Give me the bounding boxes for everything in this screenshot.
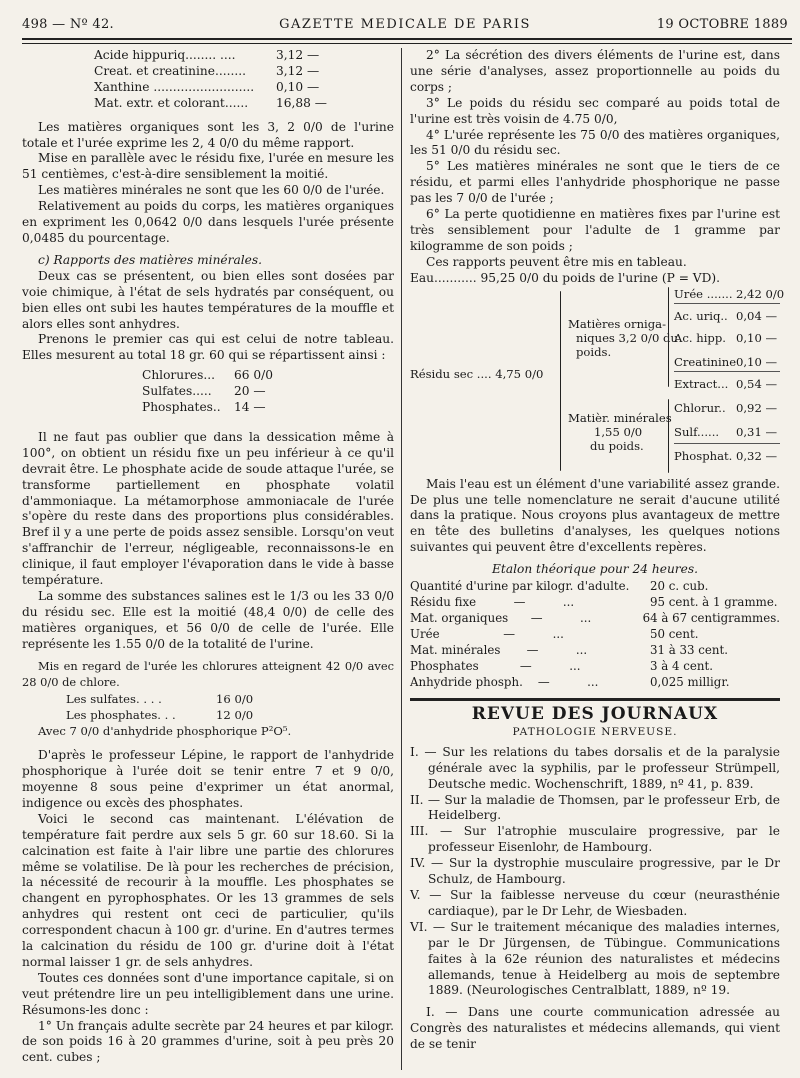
paragraph: Toutes ces données sont d'une importance capitale, si on veut prétendre lire un peu intelligiblement dans une urine. Résumons-les donc : [22, 970, 394, 1017]
table-row: Les sulfates. . . . 16 0/0 [66, 692, 254, 707]
residu-table [410, 286, 785, 477]
paragraph: D'après le professeur Lépine, le rapport de l'anhydride phosphorique à l'urée doit se tenir entre 7 et 9 0/0, moyenne 8 sous peine d'exprimer un état anormal, indigence ou excès des phosphates. [22, 748, 394, 810]
brace-min [668, 399, 669, 473]
table-row: Acide hippuriq........ .... 3,12 — [94, 48, 320, 62]
table-rule [674, 303, 780, 304]
minerals-table [142, 368, 394, 416]
section-title: REVUE DES JOURNAUX [410, 698, 780, 723]
list-item: VI. — Sur le traitement mécanique des maladies internes, par le Dr Jürgensen, de Tübingue. Communications faites à la 62e réunion des naturalistes et médecins allemands, tenue à Heidelberg au mois de septembre 1889. (Neurologisches Centralblatt, 1889, nº 19. [410, 919, 780, 998]
section-heading: c) Rapports des matières minérales. [38, 252, 262, 267]
list-item: III. — Sur l'atrophie musculaire progressive, par le professeur Eisenlohr, de Hambourg. [410, 824, 780, 855]
table-rule [674, 443, 780, 444]
org-item-label: Urée ....... [674, 286, 733, 301]
org-item-value: 0,10 — [736, 330, 778, 345]
column-divider [401, 48, 402, 1070]
org-label: niques 3,2 0/0 du [576, 330, 678, 345]
org-item-value: 0,54 — [736, 376, 778, 391]
min-item-label: Phosphat. [674, 448, 733, 463]
table-row: Phosphates.. 14 — [142, 400, 266, 415]
min-item-value: 0,92 — [736, 400, 778, 415]
sulfates-table [66, 692, 394, 724]
table-row: Chlorures... 66 0/0 [142, 368, 273, 383]
org-label: Matières orniga- [568, 316, 666, 331]
etalon-table [410, 578, 780, 690]
org-label: poids. [576, 344, 612, 359]
table-row: Mat. extr. et colorant...... 16,88 — [94, 95, 327, 110]
header-rule-thin [22, 43, 792, 44]
paragraph: 1° Un français adulte secrète par 24 heures et par kilogr. de son poids 16 à 20 grammes d'urine, soit à peu près 20 cent. cubes ; [22, 1018, 394, 1065]
paragraph: Mis en regard de l'urée les chlorures atteignent 42 0/0 avec 28 0/0 de chlore. [22, 658, 394, 689]
min-item-label: Sulf...... [674, 424, 720, 439]
table-row: Quantité d'urine par kilogr. d'adulte. 20 c. cub. [410, 579, 709, 594]
section-subtitle: PATHOLOGIE NERVEUSE. [512, 725, 678, 738]
paragraph: Mise en parallèle avec le résidu fixe, l'urée en mesure les 51 centièmes, c'est-à-dire sensiblement la moitié. [22, 151, 394, 182]
table-row: Mat. minérales — ... 31 à 33 cent. [410, 643, 728, 658]
org-item-value: 0,04 — [736, 308, 778, 323]
paragraph: I. — Dans une courte communication adressée au Congrès des naturalistes et médecins allemands, qui vient de se tenir [410, 1005, 780, 1052]
table-row: Xanthine .......................... 0,10 — [94, 79, 320, 94]
paragraph: Relativement au poids du corps, les matières organiques en expriment les 0,0642 0/0 dans lesquels l'urée présente 0,0485 du pourcentage. [22, 199, 394, 245]
paragraph: La somme des substances salines est le 1/3 ou les 33 0/0 du résidu sec. Elle est la moitié (48,4 0/0) de celle des matières organiques, et 56 0/0 de celle de l'urée. Elle représente les 1.55 0/0 de la totalité de l'urine. [22, 589, 394, 651]
min-label: 1,55 0/0 [594, 424, 643, 439]
paragraph: Ces rapports peuvent être mis en tableau. [426, 254, 687, 269]
paragraph: Avec 7 0/0 d'anhydride phosphorique P²O⁵. [38, 724, 292, 739]
page-number: 498 — Nº 42. [22, 16, 114, 32]
eau-line: Eau........... 95,25 0/0 du poids de l'urine (P = VD). [410, 270, 721, 285]
table-row: Les phosphates. . . 12 0/0 [66, 708, 254, 723]
paragraph: 4° L'urée représente les 75 0/0 des matières organiques, les 51 0/0 du résidu sec. [410, 127, 780, 158]
table-row: Résidu fixe — ... 95 cent. à 1 gramme. [410, 595, 778, 610]
table-rule [674, 371, 780, 372]
paragraph: 6° La perte quotidienne en matières fixes par l'urine est très sensiblement pour l'adulte de 1 gramme par kilogramme de son poids ; [410, 207, 780, 253]
list-item: I. — Sur les relations du tabes dorsalis et de la paralysie générale avec la syphilis, par le professeur Strümpell, Deutsche medic. Wochenschrift, 1889, nº 41, p. 839. [410, 744, 780, 791]
paragraph: Il ne faut pas oublier que dans la dessication même à 100°, on obtient un résidu fixe un peu inférieur à ce qu'il devrait être. Le phosphate acide de soude attaque l'urée, se transforme partiellement en phosphate volatil d'ammoniaque. La métamorphose ammoniacale de l'urée s'opère du reste dans des proportions plus considérables. Bref il y a une perte de poids assez sensible. Lorsqu'on veut s'affranchir de l'erreur, négligeable, reconnaissons-le en clinique, il faut employer l'évaporation dans le vide à basse température. [22, 429, 394, 588]
paragraph: 5° Les matières minérales ne sont que le tiers de ce résidu, et parmi elles l'anhydride phosphorique ne passe pas les 7 0/0 de l'urée ; [410, 159, 780, 206]
page-header [22, 12, 788, 36]
paragraph: 3° Le poids du résidu sec comparé au poids total de l'urine est très voisin de 4.75 0/0, [410, 95, 780, 126]
min-item-value: 0,32 — [736, 448, 778, 463]
table-row: Creat. et creatinine........ 3,12 — [94, 63, 320, 78]
paragraph: Deux cas se présentent, ou bien elles sont dosées par voie chimique, à l'état de sels hydratés par conséquent, ou bien elles ont subi les hautes températures de la mouffle et alors elles sont anhydres. [22, 268, 394, 331]
paragraph: Les matières minérales ne sont que les 60 0/0 de l'urée. [38, 183, 385, 198]
header-rule [22, 38, 792, 40]
org-item-value: 0,10 — [736, 354, 778, 369]
min-item-label: Chlorur.. [674, 400, 726, 415]
org-item-label: Ac. hipp. [674, 330, 726, 345]
org-item-label: Ac. uriq.. [674, 308, 728, 323]
issue-date: 19 OCTOBRE 1889 [656, 16, 788, 32]
paragraph: Prenons le premier cas qui est celui de notre tableau. Elles mesurent au total 18 gr. 60 qui se répartissent ainsi : [22, 332, 394, 363]
paragraph: Mais l'eau est un élément d'une variabilité assez grande. De plus une telle nomenclature ne serait d'aucune utilité dans la pratique. Nous croyons plus avantageux de mettre en tête des bulletins d'analyses, les quelques notions suivantes qui peuvent être d'excellents repères. [410, 476, 780, 555]
list-item: IV. — Sur la dystrophie musculaire progressive, par le Dr Schulz, de Hambourg. [410, 856, 780, 887]
min-label: du poids. [590, 438, 644, 453]
journal-title: GAZETTE MEDICALE DE PARIS [279, 16, 531, 32]
org-item-label: Extract... [674, 376, 729, 391]
min-label: Matièr. minérales [568, 410, 672, 425]
table-row: Sulfates..... 20 — [142, 384, 266, 399]
brace-org [668, 287, 669, 387]
table-row: Urée — ... 50 cent. [410, 627, 699, 642]
list-item: V. — Sur la faiblesse nerveuse du cœur (neurasthénie cardiaque), par le Dr Lehr, de Wiesbaden. [410, 888, 780, 918]
top-table [94, 48, 394, 112]
left-column [22, 48, 394, 1074]
table-row: Mat. organiques — ... 64 à 67 centigrammes. [410, 611, 780, 626]
org-item-label: Creatinine [674, 354, 737, 369]
paragraph: 2° La sécrétion des divers éléments de l'urine est, dans une série d'analyses, assez proportionnelle au poids du corps ; [410, 48, 780, 94]
min-item-value: 0,31 — [736, 424, 778, 439]
list-item: II. — Sur la maladie de Thomsen, par le professeur Erb, de Heidelberg. [410, 792, 780, 823]
table-row: Anhydride phosph. — ... 0,025 milligr. [410, 675, 730, 690]
etalon-title: Etalon théorique pour 24 heures. [492, 562, 698, 577]
org-item-value: 2,42 0/0 [736, 286, 785, 301]
brace-main [560, 291, 561, 471]
paragraph: Les matières organiques sont les 3, 2 0/0 de l'urine totale et l'urée exprime les 2, 4 0/0 du même rapport. [22, 119, 394, 150]
residu-label: Résidu sec .... 4,75 0/0 [410, 366, 544, 381]
table-row: Phosphates — ... 3 à 4 cent. [410, 659, 713, 674]
right-column [410, 48, 785, 1074]
paragraph: Voici le second cas maintenant. L'élévation de température fait perdre aux sels 5 gr. 60 sur 18.60. Si la calcination est faite à l'air libre une partie des chlorures même se volatilise. De là pour les recherches de précision, la nécessité de recourir à la mouffle. Les phosphates se changent en pyrophosphates. Or les 13 grammes de sels anhydres qui restent ont ceci de particulier, qu'ils correspondent chacun à 100 gr. d'urine. En d'autres termes la calcination du résidu de 100 gr. d'urine doit à l'état normal laisser 1 gr. de sels anhydres. [22, 811, 394, 969]
